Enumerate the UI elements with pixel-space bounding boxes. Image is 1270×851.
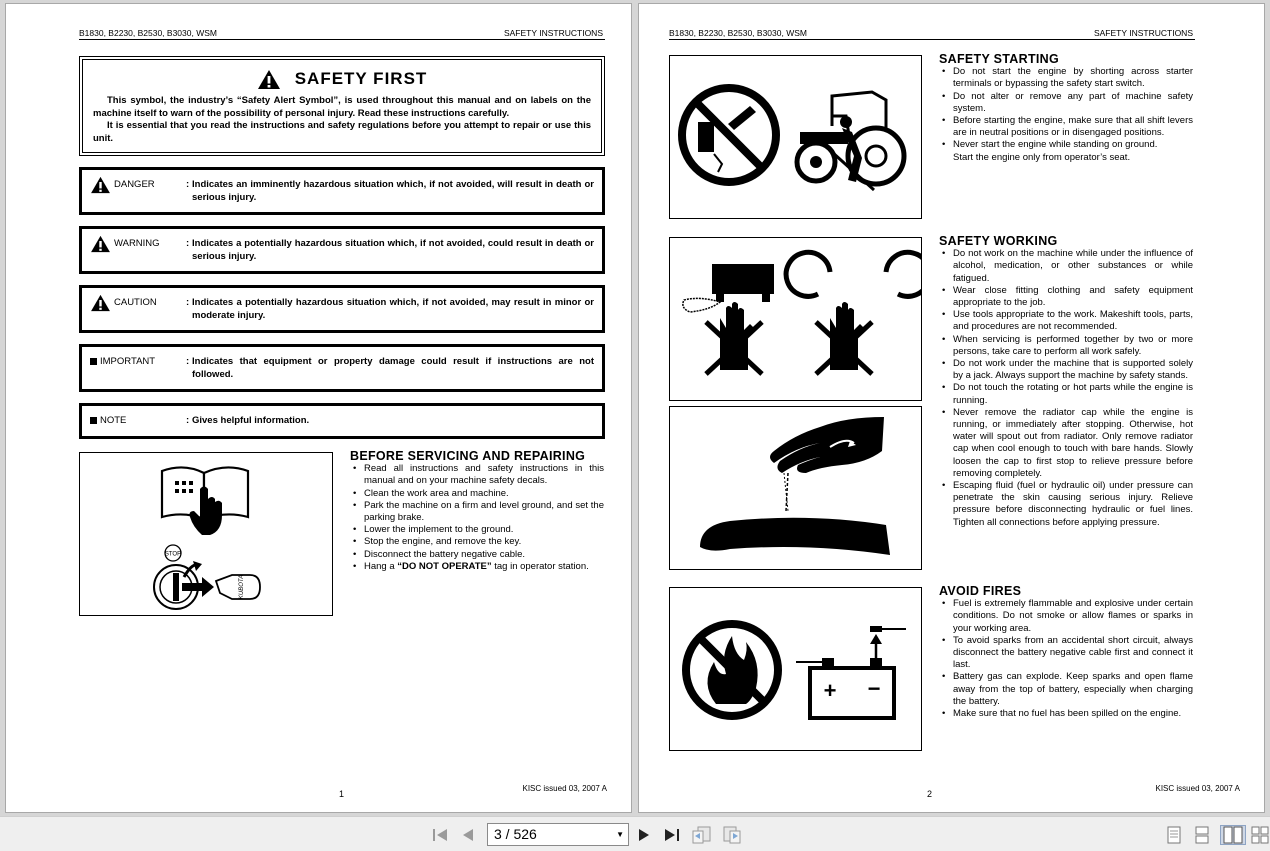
triangle-left-icon bbox=[461, 827, 475, 843]
safety-working-section bbox=[939, 235, 1193, 529]
go-back-view-button[interactable] bbox=[692, 825, 712, 845]
list-item: • Use tools appropriate to the work. Makeshift tools, parts, and procedures are not recommended. bbox=[939, 309, 1193, 333]
safety-starting-list bbox=[939, 66, 1193, 164]
avoid-fires-illustration bbox=[669, 587, 922, 751]
page-number: 1 bbox=[339, 789, 345, 799]
page-number: 2 bbox=[927, 789, 933, 799]
fluid-spray-icon bbox=[784, 473, 788, 511]
list-item: • Do not touch the rotating or hot parts while the engine is running. bbox=[939, 382, 1193, 406]
do-not-operate-tag-text: “DO NOT OPERATE” bbox=[397, 560, 492, 572]
before-servicing-list bbox=[350, 463, 604, 573]
next-view-icon bbox=[722, 826, 742, 844]
hand-icon bbox=[770, 417, 884, 473]
square-bullet-icon bbox=[90, 358, 97, 365]
go-forward-view-button[interactable] bbox=[722, 825, 742, 845]
signal-label: NOTE bbox=[100, 415, 127, 426]
safety-working-title: SAFETY WORKING bbox=[939, 234, 1058, 248]
no-fire-icon bbox=[686, 624, 778, 716]
avoid-fires-title: AVOID FIRES bbox=[939, 584, 1022, 598]
manual-page-1 bbox=[5, 3, 632, 813]
skip-to-end-icon bbox=[663, 827, 681, 843]
alert-triangle-icon bbox=[90, 176, 111, 194]
list-item: • Clean the work area and machine. bbox=[350, 488, 604, 500]
header-rule bbox=[669, 39, 1195, 40]
header-models: B1830, B2230, B2530, B3030, WSM bbox=[669, 28, 807, 38]
safety-starting-section bbox=[939, 53, 1193, 164]
two-page-continuous-icon bbox=[1251, 826, 1269, 844]
safety-first-box bbox=[79, 56, 605, 156]
list-item: • Wear close fitting clothing and safety equipment appropriate to the job. bbox=[939, 285, 1193, 309]
no-shorting-icon bbox=[682, 88, 776, 182]
first-page-button[interactable] bbox=[430, 825, 450, 845]
square-bullet-icon bbox=[90, 417, 97, 424]
signal-note-box: NOTE : Gives helpful information. bbox=[79, 403, 605, 439]
safety-working-list bbox=[939, 248, 1193, 529]
stop-label: STOP bbox=[164, 551, 182, 558]
svg-text:−: − bbox=[867, 676, 881, 701]
pressurized-fluid-illustration bbox=[669, 406, 922, 570]
continuous-page-icon bbox=[1194, 826, 1210, 844]
battery-icon bbox=[796, 626, 906, 718]
next-page-button[interactable] bbox=[634, 825, 654, 845]
ignition-key-icon bbox=[154, 561, 260, 609]
list-item bbox=[350, 561, 604, 573]
list-item: • Do not alter or remove any part of machine safety system. bbox=[939, 91, 1193, 115]
header-section: SAFETY INSTRUCTIONS bbox=[503, 28, 603, 38]
list-item: • Read all instructions and safety instructions in this manual and on your machine safety decals. bbox=[350, 463, 604, 487]
two-page-icon bbox=[1223, 826, 1243, 844]
signal-label: DANGER bbox=[114, 179, 155, 190]
list-item-text: tag in operator station. bbox=[491, 560, 589, 572]
no-hands-icon bbox=[706, 302, 872, 374]
triangle-right-icon bbox=[637, 827, 651, 843]
page-number-select[interactable] bbox=[487, 823, 629, 846]
signal-label: WARNING bbox=[114, 238, 160, 249]
signal-description: Indicates that equipment or property damage could result if instructions are not followed. bbox=[192, 356, 594, 380]
before-servicing-title: BEFORE SERVICING AND REPAIRING bbox=[350, 449, 586, 463]
list-item: • Stop the engine, and remove the key. bbox=[350, 536, 604, 548]
page-indicator: 3 / 526 bbox=[494, 826, 537, 842]
list-item: • When servicing is performed together by two or more persons, take care to perform all work safely. bbox=[939, 334, 1193, 358]
list-item: • Disconnect the battery negative cable. bbox=[350, 549, 604, 561]
previous-page-button[interactable] bbox=[458, 825, 478, 845]
skip-to-start-icon bbox=[431, 827, 449, 843]
list-item-text: Hang a bbox=[364, 560, 398, 572]
list-item: • Fuel is extremely flammable and explosive under certain conditions. Do not smoke or allow flames or sparks in your working area. bbox=[939, 598, 1193, 635]
list-item: • Make sure that no fuel has been spilled on the engine. bbox=[939, 708, 1193, 720]
header-section: SAFETY INSTRUCTIONS bbox=[1093, 28, 1193, 38]
list-item: • Never start the engine while standing on ground. bbox=[939, 139, 1193, 151]
signal-label: IMPORTANT bbox=[100, 356, 156, 367]
viewer-toolbar bbox=[0, 816, 1270, 851]
svg-text:+: + bbox=[823, 678, 837, 703]
signal-danger-box: DANGER : Indicates an imminently hazardous situation which, if not avoided, will result in death or serious injury. bbox=[79, 167, 605, 215]
signal-important-box: IMPORTANT : Indicates that equipment or property damage could result if instructions are not followed. bbox=[79, 344, 605, 392]
alert-triangle-icon bbox=[90, 294, 111, 312]
header-rule bbox=[79, 39, 605, 40]
list-item: • Do not work on the machine while under the influence of alcohol, medication, or other substances or while fatigued. bbox=[939, 248, 1193, 285]
last-page-button[interactable] bbox=[662, 825, 682, 845]
single-page-view-button[interactable] bbox=[1164, 825, 1184, 845]
signal-description: Gives helpful information. bbox=[192, 415, 310, 426]
list-item: • To avoid sparks from an accidental short circuit, always disconnect the battery negative cable first and connect it last. bbox=[939, 635, 1193, 672]
hydraulic-hose-icon bbox=[700, 518, 890, 555]
list-item: • Escaping fluid (fuel or hydraulic oil) under pressure can penetrate the skin causing serious injury. Relieve pressure before disconnecting hydraulic or fuel lines. Tighten all connections before applying pressure. bbox=[939, 480, 1193, 529]
alert-triangle-icon bbox=[90, 235, 111, 253]
stop-sign-icon bbox=[165, 545, 181, 561]
before-servicing-section bbox=[350, 450, 604, 573]
list-item: • Before starting the engine, make sure that all shift levers are in neutral positions or in disengaged positions. bbox=[939, 115, 1193, 139]
signal-description: Indicates a potentially hazardous situation which, if not avoided, may result in minor or moderate injury. bbox=[192, 297, 594, 321]
tractor-icon bbox=[797, 92, 904, 190]
chevron-down-icon: ▼ bbox=[616, 830, 624, 839]
before-servicing-illustration bbox=[79, 452, 333, 616]
safety-first-para-2: It is essential that you read the instructions and safety regulations before you attempt to repair or use this unit. bbox=[93, 120, 591, 144]
safety-starting-illustration bbox=[669, 55, 922, 219]
list-item-continuation: Start the engine only from operator’s seat. bbox=[953, 151, 1131, 163]
safety-starting-title: SAFETY STARTING bbox=[939, 52, 1060, 66]
list-item: • Park the machine on a firm and level ground, and set the parking brake. bbox=[350, 500, 604, 524]
manual-page-2 bbox=[638, 3, 1265, 813]
list-item: • Battery gas can explode. Keep sparks and open flame away from the top of battery, especially when charging the battery. bbox=[939, 671, 1193, 708]
rotating-arrows-icon bbox=[786, 252, 921, 296]
signal-warning-box: WARNING : Indicates a potentially hazardous situation which, if not avoided, could result in death or serious injury. bbox=[79, 226, 605, 274]
signal-caution-box: CAUTION : Indicates a potentially hazardous situation which, if not avoided, may result in minor or moderate injury. bbox=[79, 285, 605, 333]
issued-label: KISC issued 03, 2007 A bbox=[1155, 784, 1240, 793]
list-item: • Do not start the engine by shorting across starter terminals or bypassing the safety start switch. bbox=[939, 66, 1193, 90]
avoid-fires-list bbox=[939, 598, 1193, 720]
safety-alert-icon bbox=[257, 69, 281, 90]
safety-first-para-1: This symbol, the industry’s “Safety Alert Symbol”, is used throughout this manual and on labels on the machine itself to warn of the possibility of personal injury. Read these instructions carefully. bbox=[93, 95, 591, 119]
rotating-parts-illustration bbox=[669, 237, 922, 401]
list-item: • Never remove the radiator cap while the engine is running, or immediately after stopping. Otherwise, hot water will spout out from radiator. Only remove radiator cap when cool enough to touch with bare hands. Slowly loosen the cap to first stop to relieve pressure before removing completely. bbox=[939, 407, 1193, 480]
signal-description: Indicates a potentially hazardous situation which, if not avoided, could result in death or serious injury. bbox=[192, 238, 594, 262]
single-page-icon bbox=[1166, 826, 1182, 844]
list-item: • Do not work under the machine that is supported solely by a jack. Always support the machine by safety stands. bbox=[939, 358, 1193, 382]
continuous-view-button[interactable] bbox=[1192, 825, 1212, 845]
list-item: • Lower the implement to the ground. bbox=[350, 524, 604, 536]
safety-first-title: SAFETY FIRST bbox=[294, 69, 428, 88]
facing-pages-view-button[interactable] bbox=[1220, 825, 1246, 845]
signal-description: Indicates an imminently hazardous situation which, if not avoided, will result in death or serious injury. bbox=[192, 179, 594, 203]
avoid-fires-section bbox=[939, 585, 1193, 720]
continuous-facing-view-button[interactable] bbox=[1250, 825, 1270, 845]
header-models: B1830, B2230, B2530, B3030, WSM bbox=[79, 28, 217, 38]
machine-belt-icon bbox=[683, 264, 774, 312]
issued-label: KISC issued 03, 2007 A bbox=[522, 784, 607, 793]
previous-view-icon bbox=[692, 826, 712, 844]
key-brand-label: KUBOTA bbox=[239, 574, 245, 600]
signal-label: CAUTION bbox=[114, 297, 157, 308]
